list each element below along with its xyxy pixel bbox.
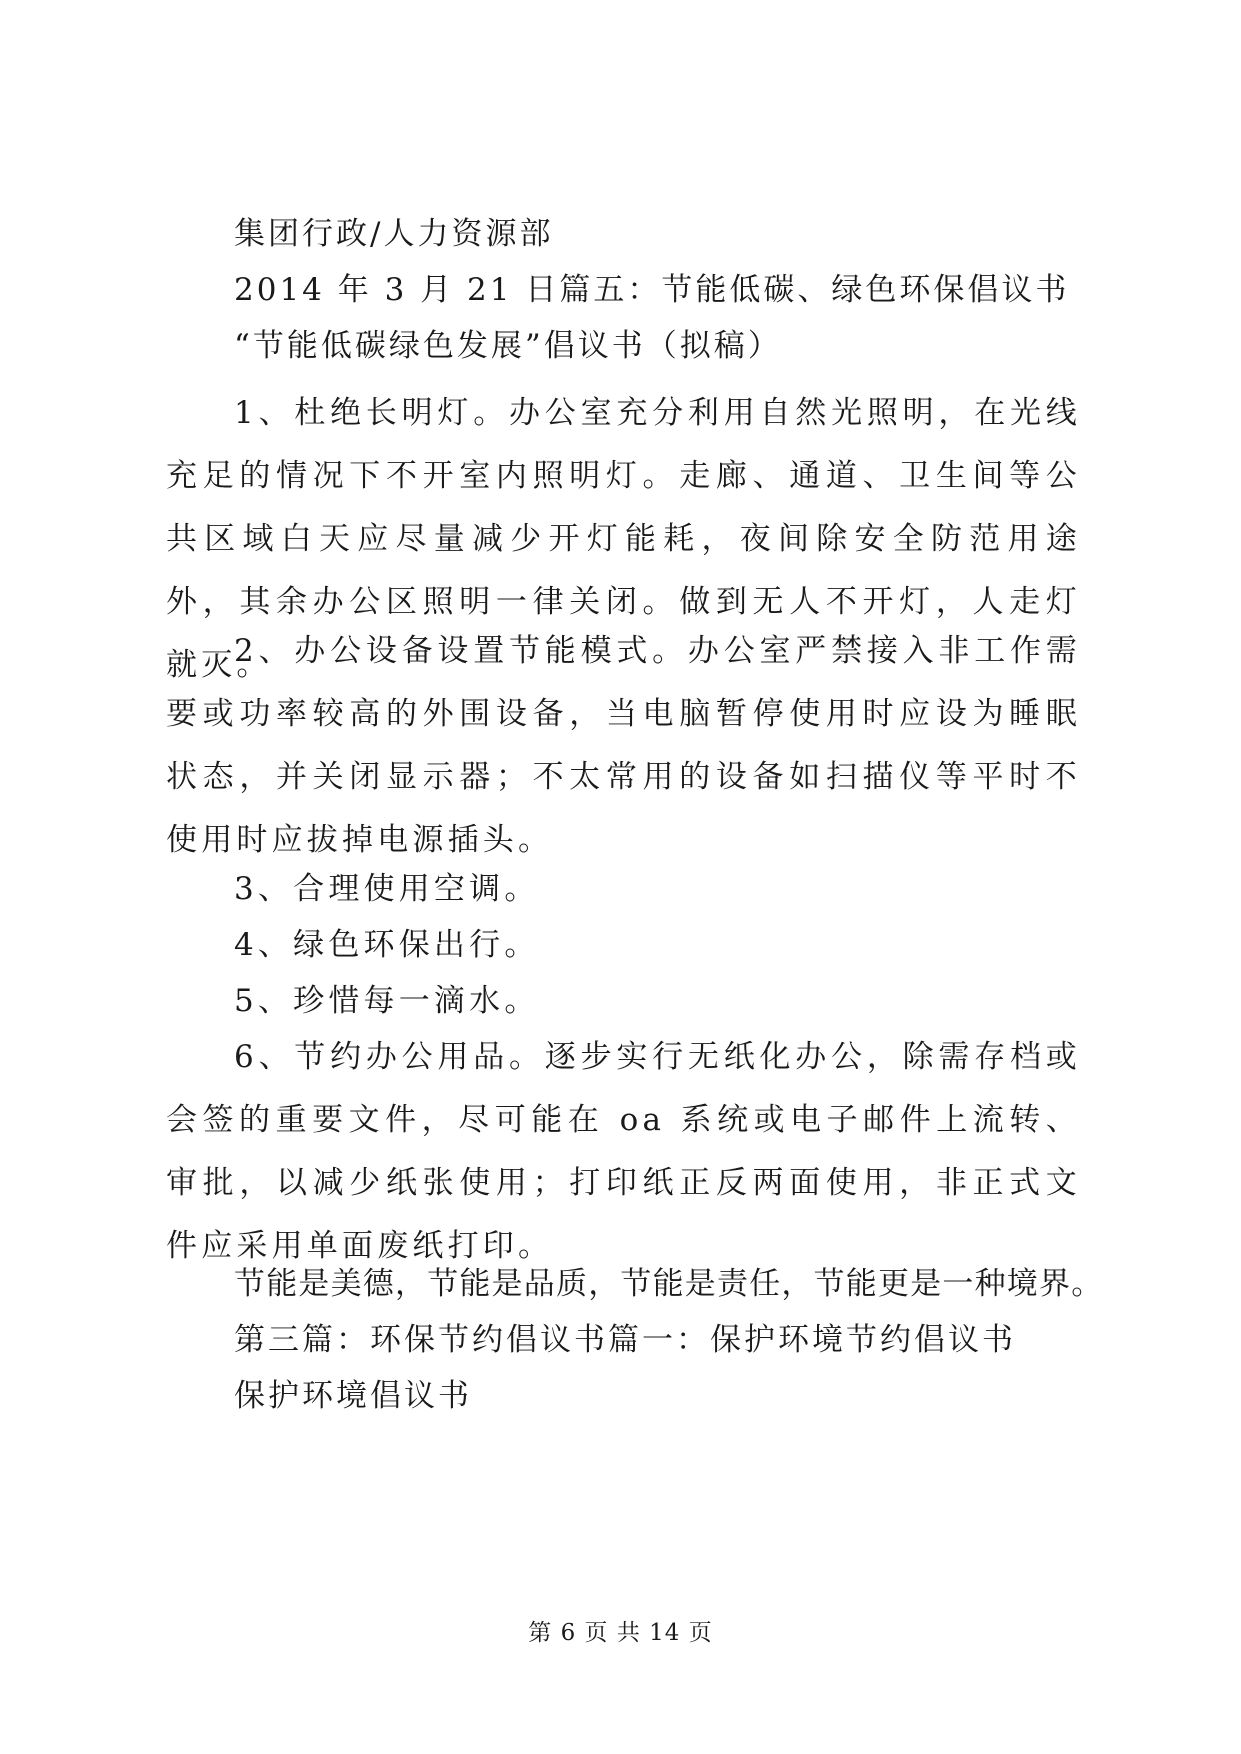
chapter-heading: 第三篇：环保节约倡议书篇一：保护环境节约倡议书 (234, 1322, 1016, 1358)
section-title: 保护环境倡议书 (234, 1378, 472, 1414)
proposal-title: “节能低碳绿色发展”倡议书（拟稿） (234, 328, 782, 364)
date-heading-line: 2014 年 3 月 21 日篇五：节能低碳、绿色环保倡议书 (234, 272, 1070, 308)
paragraph-item-2: 2、办公设备设置节能模式。办公室严禁接入非工作需要或功率较高的外围设备，当电脑暂停使用时应设为睡眠状态，并关闭显示器；不太常用的设备如扫描仪等平时不使用时应拔掉电源插头。 (166, 633, 1081, 858)
closing-statement: 节能是美德，节能是品质，节能是责任，节能更是一种境界。 (234, 1266, 1104, 1302)
paragraph-item-1: 1、杜绝长明灯。办公室充分利用自然光照明，在光线充足的情况下不开室内照明灯。走廊、通道、卫生间等公共区域白天应尽量减少开灯能耗，夜间除安全防范用途外，其余办公区照明一律关闭。做到无人不开灯，人走灯就灭。 (166, 395, 1081, 683)
paragraph-item-6: 6、节约办公用品。逐步实行无纸化办公，除需存档或会签的重要文件，尽可能在 oa 系统或电子邮件上流转、审批，以减少纸张使用；打印纸正反两面使用，非正式文件应采用单面废纸打印。 (166, 1039, 1081, 1264)
paragraph-item-3: 3、合理使用空调。 (234, 871, 540, 907)
paragraph-item-4: 4、绿色环保出行。 (234, 927, 540, 963)
department-line: 集团行政/人力资源部 (234, 216, 554, 252)
paragraph-item-5: 5、珍惜每一滴水。 (234, 983, 540, 1019)
page-number-footer: 第 6 页 共 14 页 (528, 1620, 713, 1646)
